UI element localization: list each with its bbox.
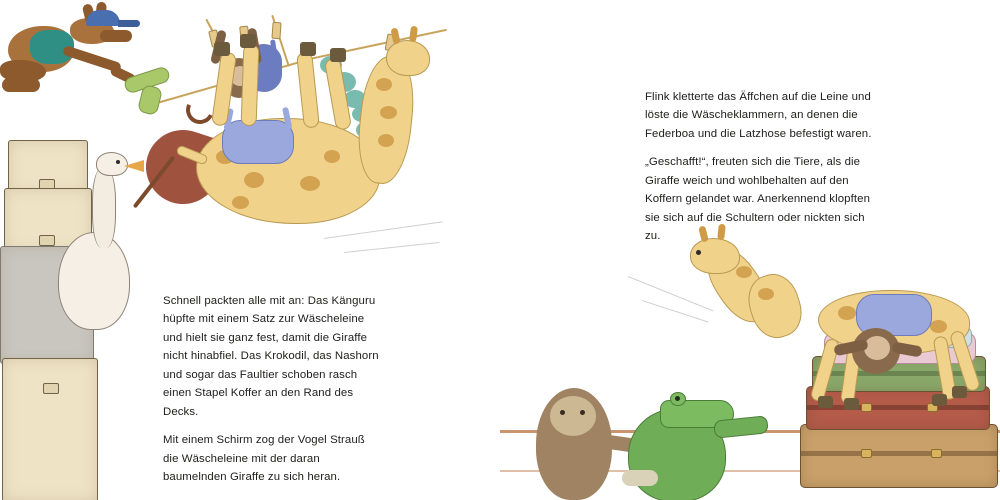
- monkey-body: [852, 328, 900, 374]
- dungarees: [246, 44, 282, 92]
- umbrella-shaft: [133, 156, 176, 209]
- suitcase-belt: [813, 371, 985, 376]
- giraffe-leg: [840, 343, 862, 404]
- kangaroo-arm: [62, 45, 122, 73]
- monkey-arm: [247, 27, 262, 64]
- kangaroo-body: [8, 26, 74, 72]
- giraffe-spot: [838, 306, 856, 320]
- motion-line: [642, 300, 709, 323]
- motion-line: [344, 242, 440, 253]
- crate-latch: [43, 383, 59, 394]
- umbrella-canopy: [136, 120, 229, 213]
- crate-latch: [39, 179, 55, 190]
- crocodile-snout: [660, 400, 734, 428]
- suitcase: [800, 424, 998, 488]
- crate: [4, 188, 92, 252]
- giraffe-spot: [378, 134, 394, 147]
- kangaroo-head: [70, 18, 114, 44]
- giraffe-hoof: [844, 398, 859, 410]
- giraffe-leg: [949, 329, 981, 392]
- suitcase-clasp: [927, 403, 938, 412]
- monkey-arm: [891, 341, 922, 357]
- kangaroo-ear: [95, 2, 107, 23]
- giraffe-spot: [376, 78, 392, 91]
- kangaroo-ear: [82, 3, 97, 25]
- giraffe-leg: [211, 51, 237, 127]
- deck-floor-line: [500, 470, 1000, 472]
- giraffe-ossicone: [390, 27, 400, 44]
- giraffe-body: [818, 290, 970, 354]
- suitcase-clasp: [931, 449, 942, 458]
- laundry-line-drop: [271, 15, 290, 67]
- monkey-face: [230, 66, 250, 86]
- right-paragraph-2: „Geschafft!“, freuten sich die Tiere, als die Giraffe weich und wohlbehalten auf den Koffern gelandet war. Anerkennend klopften sie sich auf die Schultern oder nickten sich zu.: [645, 156, 871, 243]
- sock-body: [123, 65, 172, 94]
- motion-line: [324, 221, 443, 239]
- motion-line: [628, 276, 714, 312]
- suitcase-belt: [801, 451, 997, 456]
- giraffe-spot: [868, 322, 888, 337]
- clothes-peg: [208, 29, 221, 48]
- right-page-text: [645, 88, 877, 246]
- ostrich-head: [96, 152, 128, 176]
- boa-segment: [356, 122, 374, 138]
- laundry-line: [150, 57, 314, 106]
- clothes-peg: [239, 26, 250, 44]
- boa-segment: [344, 90, 366, 108]
- monkey-arm: [833, 339, 869, 357]
- right-illustration: [500, 0, 1000, 500]
- ostrich-beak: [124, 160, 144, 172]
- giraffe-leg: [324, 57, 352, 131]
- giraffe-leg: [296, 51, 320, 128]
- sloth-face: [550, 396, 596, 436]
- giraffe-spot: [736, 266, 752, 278]
- giraffe-spot: [930, 320, 947, 333]
- giraffe-spot: [232, 196, 249, 209]
- giraffe-hoof: [240, 34, 256, 48]
- pillow: [824, 332, 976, 364]
- monkey-leg: [241, 91, 255, 118]
- deck-floor-line: [500, 430, 1000, 433]
- left-paragraph-2: Mit einem Schirm zog der Vogel Strauß die Wäscheleine mit der daran baumelnden Giraffe zu sich heran.: [163, 434, 365, 484]
- giraffe-leg: [809, 337, 840, 402]
- crocodile-eye: [675, 396, 680, 401]
- clothes-peg: [385, 33, 397, 51]
- sloth-eye: [580, 410, 585, 415]
- sloth-eye: [560, 410, 565, 415]
- monkey-body: [222, 58, 256, 98]
- kangaroo-shirt: [30, 30, 74, 64]
- suitcase-clasp: [861, 403, 872, 412]
- monkey-face: [864, 336, 890, 360]
- clothes-peg: [271, 22, 281, 40]
- boa-segment: [352, 106, 372, 122]
- crocodile-belly: [622, 470, 658, 486]
- left-paragraph-1: Schnell packten alle mit an: Das Känguru hüpfte mit einem Satz zur Wäscheleine und hielt sie ganz fest, damit die Giraffe nicht hinabfiel. Das Krokodil, das Nashorn und sogar das Faultier schoben rasch einen Stapel Koffer an den Rand des Decks.: [163, 295, 379, 418]
- giraffe-hoof: [818, 396, 833, 408]
- kangaroo-hand: [109, 65, 137, 85]
- giraffe-neck: [741, 268, 808, 344]
- sock-foot: [137, 84, 163, 116]
- giraffe-dungarees: [222, 120, 294, 164]
- giraffe-strap: [282, 107, 292, 130]
- crate-latch: [39, 235, 55, 246]
- giraffe-neck: [353, 54, 418, 187]
- giraffe-spot: [900, 302, 918, 316]
- giraffe-dungarees: [856, 294, 932, 336]
- blanket: [872, 326, 972, 348]
- giraffe-spot: [380, 106, 397, 119]
- suitcase: [812, 356, 986, 392]
- suitcase-belt: [807, 405, 989, 410]
- giraffe-spot: [216, 150, 234, 164]
- crocodile-eye-socket: [670, 392, 686, 406]
- ostrich-neck: [92, 168, 116, 248]
- giraffe-hoof: [932, 394, 947, 406]
- giraffe-body: [196, 118, 380, 224]
- monkey-leg: [215, 91, 231, 118]
- kangaroo-cap-brim: [118, 20, 140, 27]
- laundry-line: [300, 29, 447, 63]
- crate: [0, 246, 94, 364]
- kangaroo-foot: [2, 78, 40, 92]
- giraffe-hoof: [330, 48, 346, 62]
- crate: [2, 358, 98, 500]
- ostrich-eye: [116, 160, 120, 164]
- giraffe-spot: [244, 172, 264, 188]
- giraffe-spot: [272, 146, 290, 160]
- giraffe-hoof: [214, 42, 230, 56]
- giraffe-head: [386, 40, 430, 76]
- crocodile-body: [628, 408, 726, 500]
- kangaroo-cap: [86, 10, 120, 26]
- giraffe-spot: [300, 176, 320, 191]
- crocodile-arm: [713, 415, 769, 439]
- giraffe-spot: [324, 150, 340, 163]
- dungaree-strap: [247, 40, 254, 59]
- giraffe-leg: [241, 44, 260, 127]
- kangaroo-hind: [0, 60, 46, 82]
- crate: [8, 140, 88, 194]
- suitcase: [806, 386, 990, 430]
- giraffe-tail: [175, 144, 208, 165]
- sloth-body: [536, 388, 612, 500]
- giraffe-hoof: [300, 42, 316, 56]
- ostrich-body: [58, 232, 130, 330]
- right-paragraph-1: Flink kletterte das Äffchen auf die Leine und löste die Wäscheklammern, an denen die Federboa und die Latzhose befestigt waren.: [645, 91, 872, 140]
- giraffe-eye: [696, 250, 701, 255]
- giraffe-leg: [933, 335, 958, 400]
- giraffe-strap: [223, 108, 233, 131]
- dungaree-strap: [270, 39, 277, 58]
- boa-segment: [320, 56, 342, 74]
- kangaroo-snout: [100, 30, 132, 42]
- giraffe-neck: [697, 239, 779, 332]
- giraffe-ossicone: [409, 26, 418, 43]
- boa-segment: [332, 72, 356, 92]
- giraffe-hoof: [952, 386, 967, 398]
- monkey-arm: [210, 29, 227, 64]
- giraffe-spot: [758, 288, 774, 300]
- sloth-arm: [595, 433, 637, 452]
- left-page-text: [163, 292, 381, 487]
- laundry-line-drop: [205, 19, 235, 73]
- suitcase-clasp: [861, 449, 872, 458]
- umbrella-hook: [182, 92, 218, 128]
